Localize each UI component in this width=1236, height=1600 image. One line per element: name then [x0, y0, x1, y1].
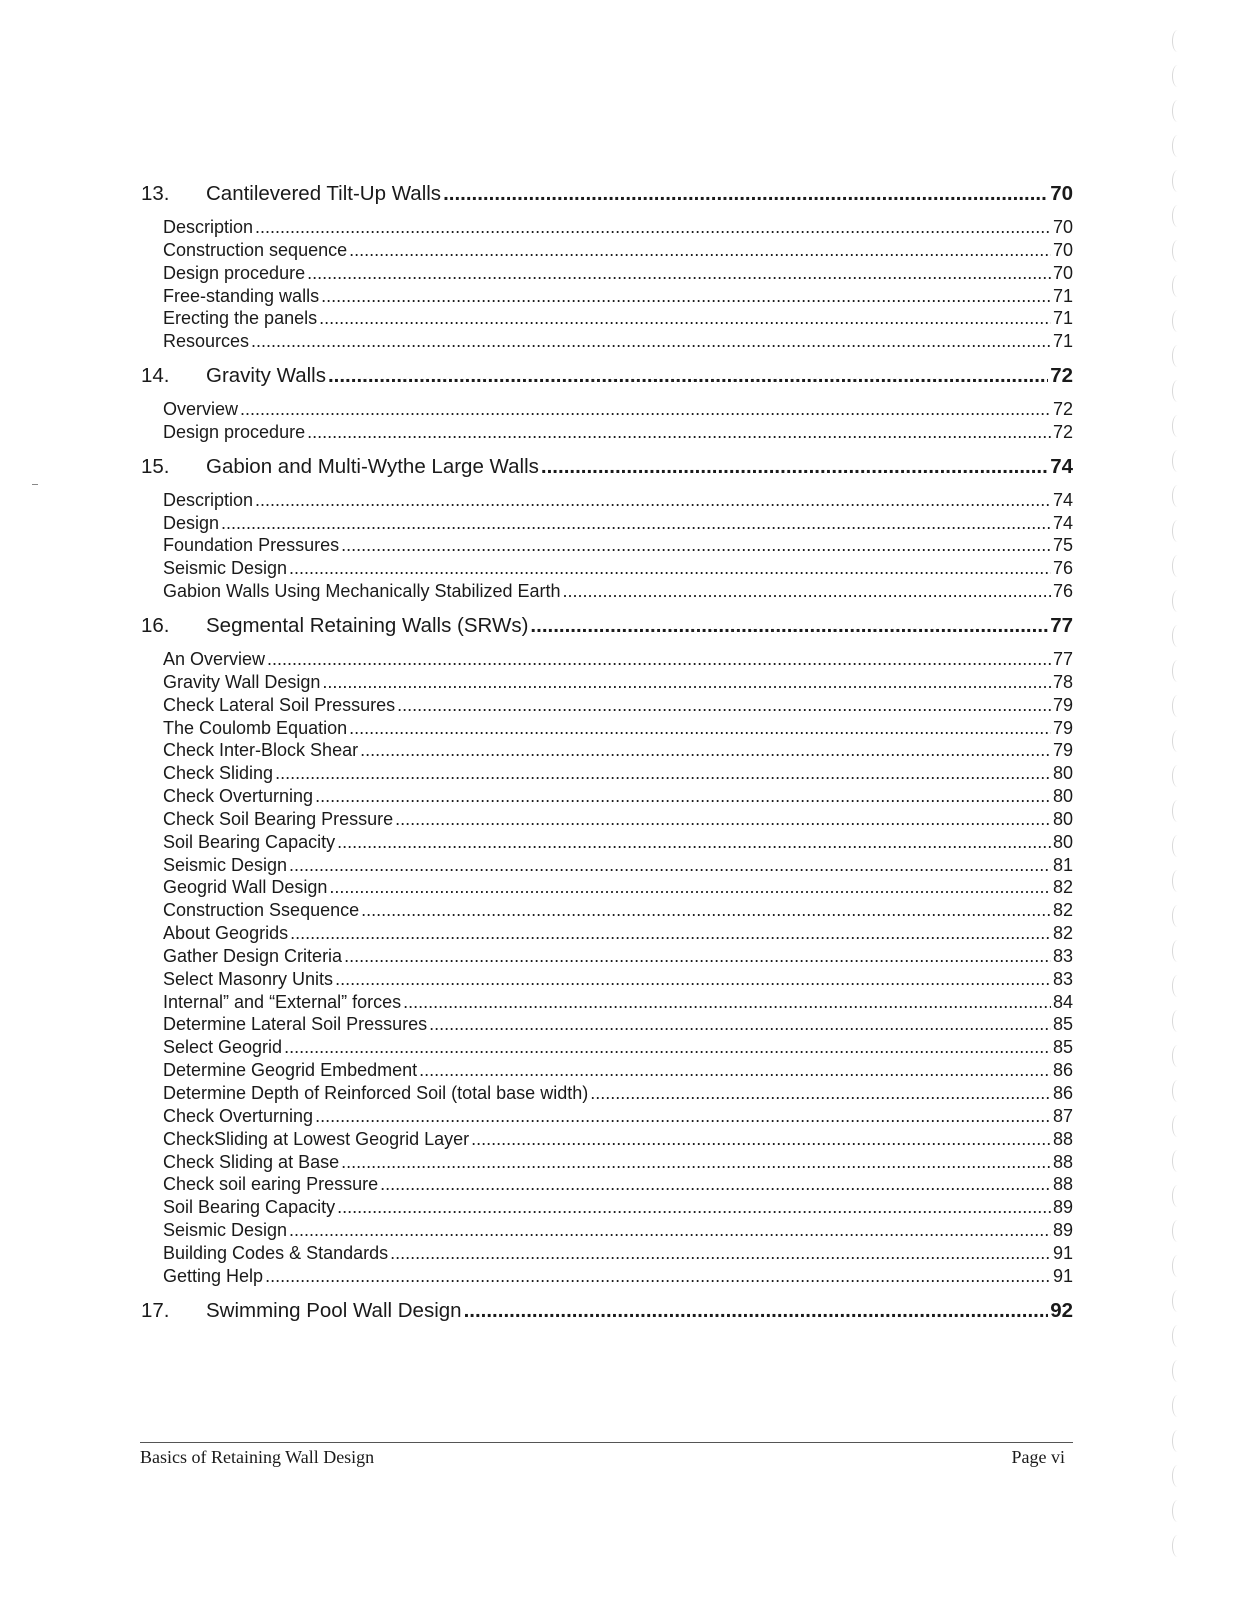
entry-page-number: 74	[1052, 489, 1073, 510]
binding-hole	[1172, 1325, 1183, 1347]
binding-hole	[1172, 1185, 1183, 1207]
entry-page-number: 80	[1052, 763, 1073, 784]
binding-hole	[1172, 345, 1183, 367]
toc-entry[interactable]	[141, 808, 1073, 831]
dot-leader	[360, 739, 1051, 762]
toc-entry[interactable]	[141, 1013, 1073, 1036]
entry-title: Seismic Design	[163, 1220, 288, 1241]
entry-title: Getting Help	[163, 1265, 264, 1286]
toc-entry[interactable]	[141, 534, 1073, 557]
toc-chapter	[141, 360, 1073, 451]
entry-page-number: 86	[1052, 1060, 1073, 1081]
dot-leader	[337, 1196, 1051, 1219]
toc-entry[interactable]	[141, 991, 1073, 1014]
table-of-contents	[141, 178, 1073, 1327]
dot-leader	[443, 178, 1048, 210]
dot-leader	[255, 216, 1051, 239]
entry-page-number: 91	[1052, 1242, 1073, 1263]
toc-entry[interactable]	[141, 694, 1073, 717]
entry-page-number: 70	[1052, 262, 1073, 283]
entry-title: Gravity Wall Design	[163, 671, 321, 692]
dot-leader	[284, 1036, 1051, 1059]
toc-chapter	[141, 1295, 1073, 1327]
entry-page-number: 71	[1052, 308, 1073, 329]
entry-page-number: 72	[1052, 421, 1073, 442]
dot-leader	[289, 557, 1051, 580]
dot-leader	[315, 1105, 1051, 1128]
binding-hole	[1172, 135, 1183, 157]
binding-hole	[1172, 415, 1183, 437]
toc-entry[interactable]	[141, 945, 1073, 968]
binding-hole	[1172, 1080, 1183, 1102]
entry-title: Check Lateral Soil Pressures	[163, 694, 396, 715]
footer-document-title: Basics of Retaining Wall Design	[140, 1447, 375, 1467]
dot-leader	[541, 451, 1048, 483]
page-footer	[140, 1442, 1073, 1468]
entry-page-number: 83	[1052, 945, 1073, 966]
chapter-title: Gabion and Multi-Wythe Large Walls	[206, 454, 539, 478]
dot-leader	[403, 991, 1051, 1014]
entry-title: Design	[163, 512, 220, 533]
entry-page-number: 79	[1052, 740, 1073, 761]
dot-leader	[221, 512, 1051, 535]
entry-title: Construction sequence	[163, 239, 348, 260]
entry-title: The Coulomb Equation	[163, 717, 348, 738]
binding-hole	[1172, 1500, 1183, 1522]
toc-entry-list	[141, 210, 1073, 360]
chapter-page-number: 74	[1050, 454, 1073, 478]
entry-page-number: 76	[1052, 581, 1073, 602]
chapter-number: 16.	[141, 613, 170, 637]
entry-page-number: 88	[1052, 1151, 1073, 1172]
toc-entry[interactable]	[141, 330, 1073, 353]
entry-title: Free-standing walls	[163, 285, 320, 306]
toc-entry[interactable]	[141, 216, 1073, 239]
entry-title: Check Inter-Block Shear	[163, 740, 359, 761]
toc-entry[interactable]	[141, 262, 1073, 285]
binding-hole	[1172, 590, 1183, 612]
dot-leader	[341, 534, 1051, 557]
chapter-title: Segmental Retaining Walls (SRWs)	[206, 613, 529, 637]
binding-hole	[1172, 1220, 1183, 1242]
binding-hole	[1172, 1430, 1183, 1452]
entry-title: Design procedure	[163, 421, 306, 442]
binding-hole	[1172, 1395, 1183, 1417]
entry-title: Soil Bearing Capacity	[163, 1197, 336, 1218]
binding-hole	[1172, 1535, 1183, 1557]
entry-title: Design procedure	[163, 262, 306, 283]
dot-leader	[429, 1013, 1051, 1036]
binding-hole	[1172, 765, 1183, 787]
entry-page-number: 74	[1052, 512, 1073, 533]
dot-leader	[315, 785, 1051, 808]
dot-leader	[337, 831, 1051, 854]
entry-title: Check Overturning	[163, 786, 314, 807]
dot-leader	[267, 648, 1051, 671]
entry-page-number: 77	[1052, 648, 1073, 669]
dot-leader	[275, 762, 1051, 785]
dot-leader	[349, 239, 1051, 262]
dot-leader	[349, 717, 1051, 740]
dot-leader	[361, 899, 1051, 922]
dot-leader	[328, 360, 1048, 392]
binding-hole	[1172, 1290, 1183, 1312]
toc-chapter-heading[interactable]	[141, 451, 1073, 483]
toc-chapter	[141, 451, 1073, 610]
footer-page-label: Page vi	[1011, 1447, 1065, 1467]
entry-title: Determine Depth of Reinforced Soil (total base width)	[163, 1083, 589, 1103]
dot-leader	[307, 262, 1051, 285]
entry-title: Check Sliding at Base	[163, 1151, 340, 1172]
dot-leader	[419, 1059, 1051, 1082]
dot-leader	[464, 1295, 1049, 1327]
chapter-number: 15.	[141, 454, 170, 478]
toc-entry[interactable]	[141, 1105, 1073, 1128]
entry-title: Determine Geogrid Embedment	[163, 1060, 418, 1081]
toc-chapter-heading[interactable]	[141, 1295, 1073, 1327]
entry-page-number: 80	[1052, 808, 1073, 829]
toc-entry[interactable]	[141, 239, 1073, 262]
toc-entry[interactable]	[141, 876, 1073, 899]
binding-hole	[1172, 65, 1183, 87]
entry-page-number: 80	[1052, 786, 1073, 807]
binding-hole	[1172, 695, 1183, 717]
toc-entry-list	[141, 642, 1073, 1295]
dot-leader	[240, 398, 1051, 421]
toc-entry[interactable]	[141, 557, 1073, 580]
toc-chapter-heading[interactable]	[141, 178, 1073, 210]
entry-page-number: 76	[1052, 558, 1073, 579]
toc-entry[interactable]	[141, 648, 1073, 671]
binding-hole	[1172, 730, 1183, 752]
dot-leader	[321, 285, 1051, 308]
chapter-title: Gravity Walls	[206, 364, 326, 388]
toc-entry[interactable]	[141, 285, 1073, 308]
entry-page-number: 89	[1052, 1220, 1073, 1241]
binding-hole	[1172, 975, 1183, 997]
entry-page-number: 70	[1052, 217, 1073, 237]
entry-page-number: 85	[1052, 1037, 1073, 1058]
entry-page-number: 86	[1052, 1083, 1073, 1103]
toc-entry[interactable]	[141, 1059, 1073, 1082]
binding-hole	[1172, 205, 1183, 227]
binding-hole	[1172, 660, 1183, 682]
entry-page-number: 91	[1052, 1265, 1073, 1286]
chapter-title: Cantilevered Tilt-Up Walls	[206, 182, 442, 205]
toc-entry[interactable]	[141, 831, 1073, 854]
toc-entry[interactable]	[141, 1242, 1073, 1265]
entry-title: Geogrid Wall Design	[163, 877, 328, 898]
dot-leader	[289, 854, 1051, 877]
toc-entry[interactable]	[141, 671, 1073, 694]
toc-entry[interactable]	[141, 1151, 1073, 1174]
chapter-title: Swimming Pool Wall Design	[206, 1298, 462, 1322]
entry-title: Check Soil Bearing Pressure	[163, 808, 394, 829]
chapter-page-number: 72	[1050, 364, 1073, 388]
entry-title: Description	[163, 217, 254, 237]
binding-hole	[1172, 905, 1183, 927]
entry-title: Check Sliding	[163, 763, 274, 784]
entry-page-number: 78	[1052, 671, 1073, 692]
entry-title: Check Overturning	[163, 1105, 314, 1126]
dot-leader	[341, 1151, 1051, 1174]
entry-title: Erecting the panels	[163, 308, 318, 329]
binding-hole	[1172, 835, 1183, 857]
entry-page-number: 88	[1052, 1174, 1073, 1195]
entry-title: Gather Design Criteria	[163, 945, 343, 966]
binding-hole	[1172, 1360, 1183, 1382]
toc-entry[interactable]	[141, 1173, 1073, 1196]
entry-title: Soil Bearing Capacity	[163, 831, 336, 852]
toc-chapter	[141, 178, 1073, 360]
binding-hole	[1172, 100, 1183, 122]
toc-entry[interactable]	[141, 854, 1073, 877]
toc-entry[interactable]	[141, 1265, 1073, 1288]
dot-leader	[395, 808, 1051, 831]
entry-page-number: 84	[1052, 991, 1073, 1012]
toc-entry[interactable]	[141, 1196, 1073, 1219]
scan-mark	[32, 484, 38, 485]
entry-title: CheckSliding at Lowest Geogrid Layer	[163, 1128, 470, 1149]
toc-entry[interactable]	[141, 489, 1073, 512]
dot-leader	[255, 489, 1051, 512]
toc-entry-list	[141, 483, 1073, 610]
entry-page-number: 70	[1052, 239, 1073, 260]
toc-entry[interactable]	[141, 580, 1073, 603]
dot-leader	[251, 330, 1051, 353]
entry-page-number: 85	[1052, 1014, 1073, 1035]
entry-title: Seismic Design	[163, 558, 288, 579]
chapter-number: 14.	[141, 364, 170, 388]
binding-hole	[1172, 1115, 1183, 1137]
binding-hole	[1172, 310, 1183, 332]
chapter-page-number: 70	[1050, 182, 1073, 205]
binding-hole	[1172, 485, 1183, 507]
binding-hole	[1172, 520, 1183, 542]
binding-hole	[1172, 1045, 1183, 1067]
entry-page-number: 80	[1052, 831, 1073, 852]
binding-hole	[1172, 870, 1183, 892]
binding-hole	[1172, 380, 1183, 402]
dot-leader	[265, 1265, 1051, 1288]
entry-page-number: 88	[1052, 1128, 1073, 1149]
entry-title: Select Geogrid	[163, 1037, 283, 1058]
toc-entry[interactable]	[141, 1082, 1073, 1105]
toc-entry[interactable]	[141, 512, 1073, 535]
chapter-number: 13.	[141, 182, 170, 205]
toc-entry[interactable]	[141, 1128, 1073, 1151]
toc-entry[interactable]	[141, 398, 1073, 421]
entry-title: Foundation Pressures	[163, 535, 340, 556]
entry-page-number: 71	[1052, 331, 1073, 352]
entry-page-number: 87	[1052, 1105, 1073, 1126]
entry-title: Internal” and “External” forces	[163, 991, 402, 1012]
entry-title: Gabion Walls Using Mechanically Stabilized Earth	[163, 581, 561, 602]
entry-title: Seismic Design	[163, 854, 288, 875]
dot-leader	[289, 1219, 1051, 1242]
dot-leader	[380, 1173, 1051, 1196]
toc-entry[interactable]	[141, 1219, 1073, 1242]
toc-entry[interactable]	[141, 762, 1073, 785]
entry-title: Check soil earing Pressure	[163, 1174, 379, 1195]
entry-page-number: 89	[1052, 1197, 1073, 1218]
chapter-number: 17.	[141, 1298, 170, 1322]
binding-hole	[1172, 1465, 1183, 1487]
toc-entry[interactable]	[141, 307, 1073, 330]
entry-page-number: 82	[1052, 923, 1073, 944]
entry-title: Determine Lateral Soil Pressures	[163, 1014, 428, 1035]
toc-chapter	[141, 610, 1073, 1295]
binding-hole	[1172, 800, 1183, 822]
entry-page-number: 75	[1052, 535, 1073, 556]
entry-page-number: 72	[1052, 399, 1073, 420]
dot-leader	[335, 968, 1051, 991]
entry-title: Description	[163, 489, 254, 510]
toc-entry[interactable]	[141, 899, 1073, 922]
entry-page-number: 71	[1052, 285, 1073, 306]
dot-leader	[322, 671, 1051, 694]
toc-chapter-heading[interactable]	[141, 360, 1073, 392]
entry-page-number: 79	[1052, 694, 1073, 715]
dot-leader	[290, 922, 1051, 945]
binding-hole	[1172, 450, 1183, 472]
entry-page-number: 83	[1052, 968, 1073, 989]
dot-leader	[590, 1082, 1051, 1105]
toc-entry-list	[141, 392, 1073, 451]
entry-title: Overview	[163, 399, 239, 420]
toc-entry[interactable]	[141, 785, 1073, 808]
dot-leader	[471, 1128, 1051, 1151]
binding-hole	[1172, 625, 1183, 647]
dot-leader	[344, 945, 1051, 968]
toc-entry[interactable]	[141, 922, 1073, 945]
dot-leader	[319, 307, 1051, 330]
toc-entry[interactable]	[141, 1036, 1073, 1059]
chapter-page-number: 92	[1050, 1298, 1073, 1322]
binding-hole	[1172, 1255, 1183, 1277]
binding-hole	[1172, 1150, 1183, 1172]
dot-leader	[390, 1242, 1051, 1265]
dot-leader	[530, 610, 1048, 642]
entry-title: Select Masonry Units	[163, 968, 334, 989]
entry-title: An Overview	[163, 648, 266, 669]
entry-page-number: 81	[1052, 854, 1073, 875]
toc-entry[interactable]	[141, 968, 1073, 991]
binding-hole	[1172, 240, 1183, 262]
entry-page-number: 82	[1052, 877, 1073, 898]
entry-title: Building Codes & Standards	[163, 1242, 389, 1263]
dot-leader	[329, 876, 1051, 899]
binding-holes	[1166, 30, 1206, 1580]
entry-title: Construction Ssequence	[163, 900, 360, 921]
entry-title: About Geogrids	[163, 923, 289, 944]
toc-entry[interactable]	[141, 421, 1073, 444]
binding-hole	[1172, 30, 1183, 52]
binding-hole	[1172, 275, 1183, 297]
chapter-page-number: 77	[1050, 613, 1073, 637]
dot-leader	[307, 421, 1051, 444]
binding-hole	[1172, 170, 1183, 192]
dot-leader	[563, 580, 1051, 603]
entry-page-number: 82	[1052, 900, 1073, 921]
toc-entry[interactable]	[141, 717, 1073, 740]
toc-chapter-heading[interactable]	[141, 610, 1073, 642]
entry-page-number: 79	[1052, 717, 1073, 738]
binding-hole	[1172, 940, 1183, 962]
binding-hole	[1172, 1010, 1183, 1032]
binding-hole	[1172, 555, 1183, 577]
dot-leader	[397, 694, 1051, 717]
toc-entry[interactable]	[141, 739, 1073, 762]
entry-title: Resources	[163, 331, 250, 352]
